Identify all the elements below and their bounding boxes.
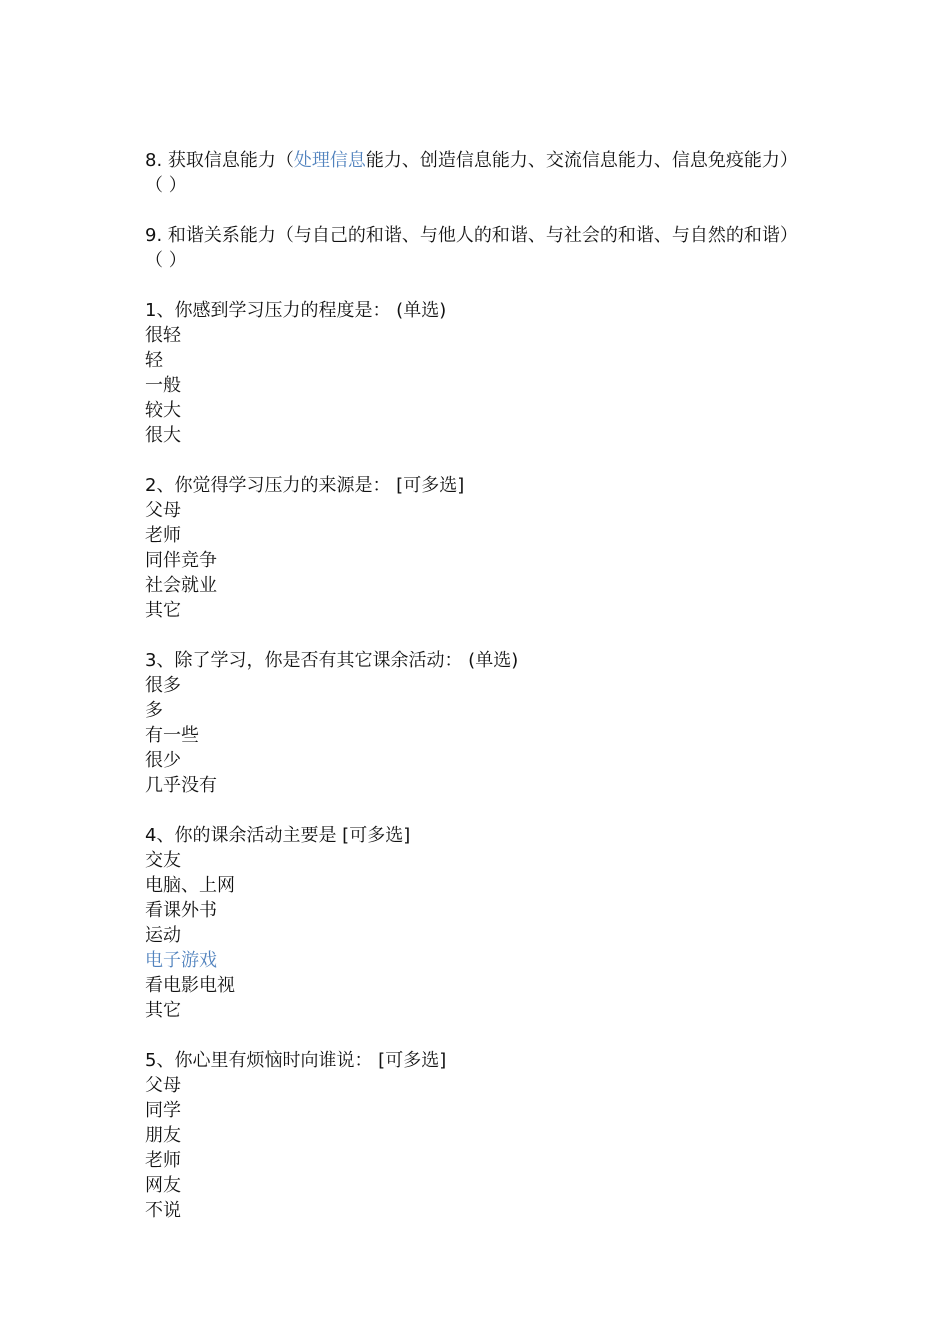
item-number: 8. bbox=[145, 150, 163, 171]
option-item: 网友 bbox=[145, 1175, 181, 1196]
question-4 bbox=[145, 823, 825, 1023]
spacer bbox=[145, 273, 825, 298]
question-3 bbox=[145, 648, 825, 798]
spacer bbox=[145, 448, 825, 473]
option-item: 交友 bbox=[145, 850, 181, 871]
option-item-link[interactable]: 电子游戏 bbox=[145, 950, 217, 971]
option-item: 其它 bbox=[145, 1000, 181, 1021]
option-item: 几乎没有 bbox=[145, 775, 217, 796]
option-item: 很大 bbox=[145, 425, 181, 446]
spacer bbox=[145, 198, 825, 223]
option-item: 老师 bbox=[145, 1150, 181, 1171]
intro-item-line bbox=[145, 148, 825, 173]
option-item: 很少 bbox=[145, 750, 181, 771]
intro-item-8 bbox=[145, 148, 825, 198]
question-5 bbox=[145, 1048, 825, 1223]
option-item: 同学 bbox=[145, 1100, 181, 1121]
option-item: 父母 bbox=[145, 1075, 181, 1096]
spacer bbox=[145, 1023, 825, 1048]
item-text: 和谐关系能力（与自己的和谐、与他人的和谐、与社会的和谐、与自然的和谐） bbox=[162, 225, 798, 246]
option-item: 电脑、上网 bbox=[145, 875, 235, 896]
option-item: 朋友 bbox=[145, 1125, 181, 1146]
spacer bbox=[145, 623, 825, 648]
option-item: 多 bbox=[145, 700, 163, 721]
answer-paren: （ ） bbox=[145, 175, 187, 196]
option-item: 不说 bbox=[145, 1200, 181, 1221]
item-text: 获取信息能力（ bbox=[162, 150, 294, 171]
answer-paren: （ ） bbox=[145, 250, 187, 271]
question-title: 4、你的课余活动主要是 [可多选] bbox=[145, 825, 411, 846]
intro-item-line bbox=[145, 223, 825, 248]
option-item: 一般 bbox=[145, 375, 181, 396]
question-title: 5、你心里有烦恼时向谁说： [可多选] bbox=[145, 1050, 447, 1071]
option-item: 运动 bbox=[145, 925, 181, 946]
question-title: 3、除了学习，你是否有其它课余活动： (单选) bbox=[145, 650, 519, 671]
option-item: 看课外书 bbox=[145, 900, 217, 921]
option-item: 社会就业 bbox=[145, 575, 217, 596]
option-item: 同伴竞争 bbox=[145, 550, 217, 571]
spacer bbox=[145, 798, 825, 823]
question-title: 2、你觉得学习压力的来源是： [可多选] bbox=[145, 475, 465, 496]
question-2 bbox=[145, 473, 825, 623]
item-text-rest: 能力、创造信息能力、交流信息能力、信息免疫能力） bbox=[365, 150, 798, 171]
option-item: 很轻 bbox=[145, 325, 181, 346]
option-item: 看电影电视 bbox=[145, 975, 235, 996]
option-item: 老师 bbox=[145, 525, 181, 546]
highlight-link[interactable]: 处理信息 bbox=[293, 150, 366, 171]
option-item: 较大 bbox=[145, 400, 181, 421]
question-title: 1、你感到学习压力的程度是： (单选) bbox=[145, 300, 447, 321]
item-number: 9. bbox=[145, 225, 163, 246]
option-item: 有一些 bbox=[145, 725, 199, 746]
option-item: 很多 bbox=[145, 675, 181, 696]
question-1 bbox=[145, 298, 825, 448]
option-item: 轻 bbox=[145, 350, 163, 371]
intro-item-9 bbox=[145, 223, 825, 273]
document-body bbox=[145, 148, 825, 1223]
option-item: 父母 bbox=[145, 500, 181, 521]
option-item: 其它 bbox=[145, 600, 181, 621]
